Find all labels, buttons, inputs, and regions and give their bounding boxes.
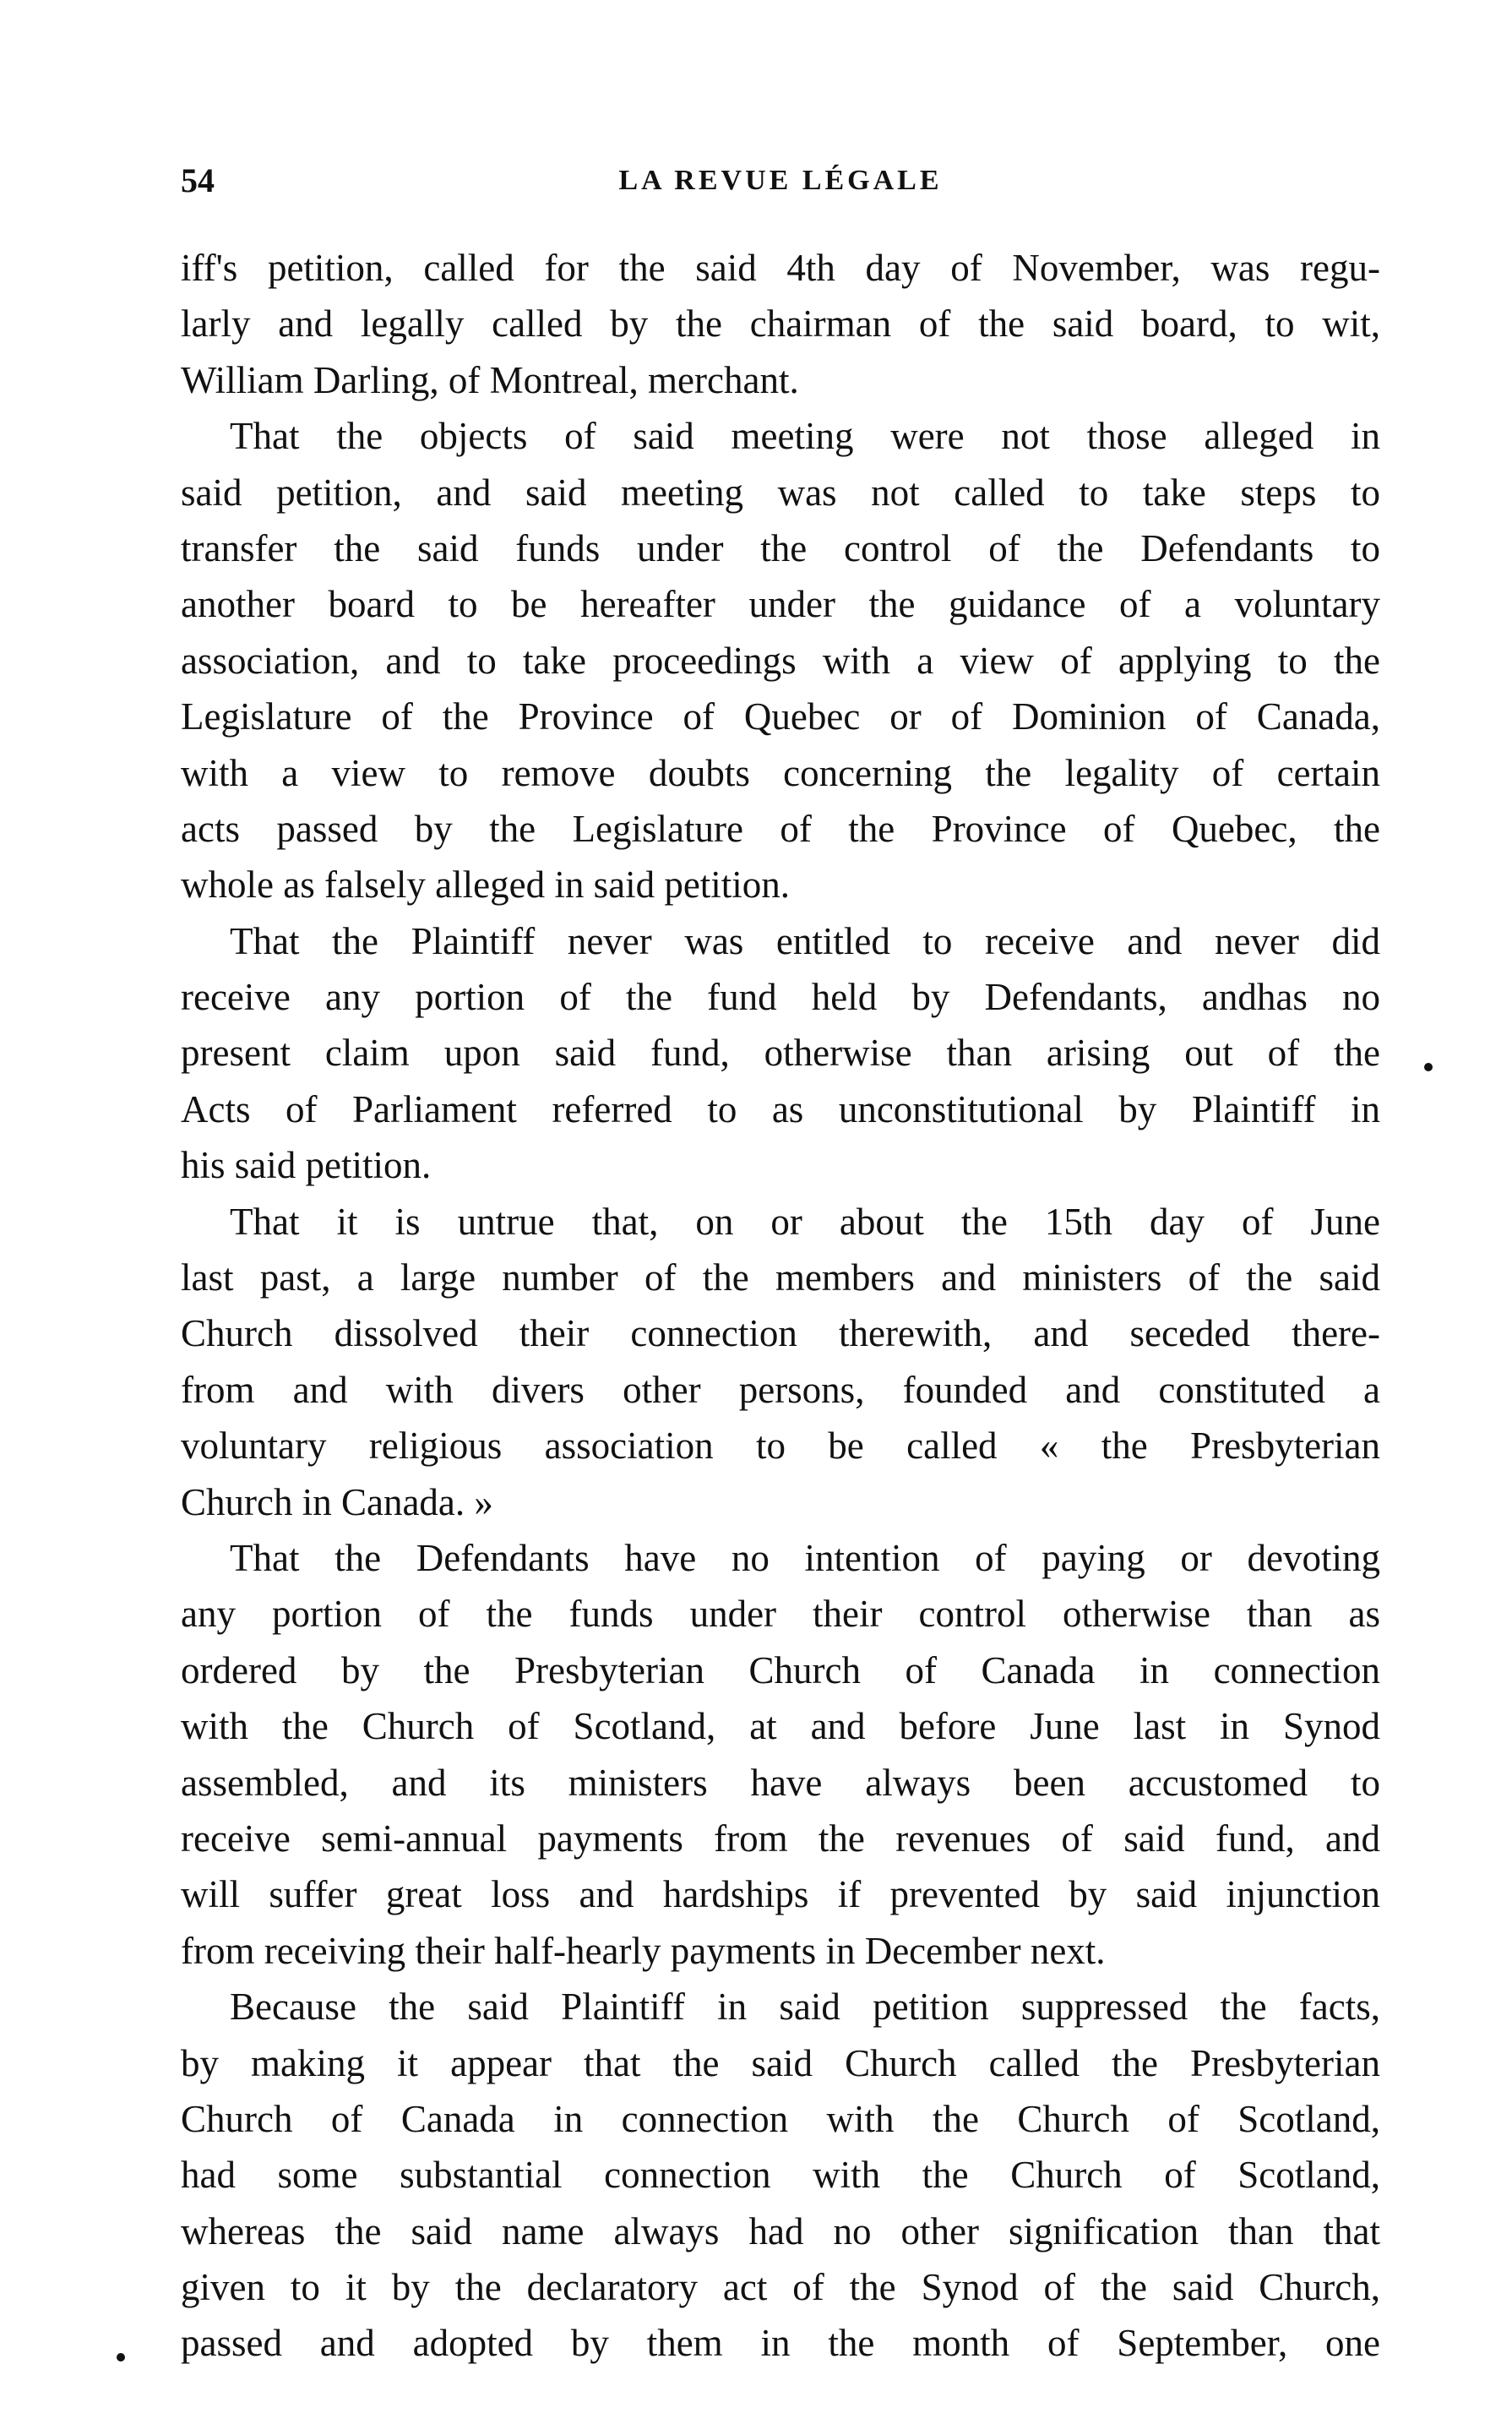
text-line: whereas the said name always had no other signification than that <box>181 2209 1380 2253</box>
text-line: from and with divers other persons, founded and constituted a <box>181 1368 1380 1411</box>
text-line: present claim upon said fund, otherwise than arising out of the <box>181 1032 1380 1075</box>
text-line: ordered by the Presbyterian Church of Canada in connection <box>181 1648 1380 1691</box>
text-line: Church of Canada in connection with the Church of Scotland, <box>181 2097 1380 2140</box>
text-line: William Darling, of Montreal, merchant. <box>181 358 799 401</box>
text-line: will suffer great loss and hardships if prevented by said injunction <box>181 1873 1380 1916</box>
text-line: Church dissolved their connection therewith, and seceded there- <box>181 1312 1380 1355</box>
text-line: voluntary religious association to be called « the Presbyterian <box>181 1425 1380 1468</box>
text-line: acts passed by the Legislature of the Province of Quebec, the <box>181 807 1380 850</box>
text-line: given to it by the declaratory act of the Synod of the said Church, <box>181 2266 1380 2309</box>
text-line: assembled, and its ministers have always been accustomed to <box>181 1761 1380 1804</box>
text-line: receive semi-annual payments from the revenues of said fund, and <box>181 1817 1380 1860</box>
text-line: Acts of Parliament referred to as unconstitutional by Plaintiff in <box>181 1087 1380 1130</box>
text-line: Church in Canada. » <box>181 1480 493 1523</box>
text-line: transfer the said funds under the control of the Defendants to <box>181 526 1380 569</box>
text-line: iff's petition, called for the said 4th day of November, was regu- <box>181 247 1380 289</box>
margin-dot-mark <box>117 2353 125 2361</box>
page-number: 54 <box>181 161 215 199</box>
text-line: from receiving their half-hearly payments in December next. <box>181 1929 1106 1972</box>
text-line: That the Defendants have no intention of paying or devoting <box>230 1536 1380 1579</box>
text-line: last past, a large number of the members and ministers of the said <box>181 1256 1380 1299</box>
text-line: Because the said Plaintiff in said petition suppressed the facts, <box>230 1986 1380 2029</box>
text-line: Legislature of the Province of Quebec or of Dominion of Canada, <box>181 695 1380 738</box>
text-line: by making it appear that the said Church called the Presbyterian <box>181 2041 1380 2084</box>
margin-dot-mark <box>1424 1063 1433 1071</box>
text-line: That the objects of said meeting were not those alleged in <box>230 415 1380 458</box>
text-line: receive any portion of the fund held by Defendants, andhas no <box>181 976 1380 1019</box>
text-line: larly and legally called by the chairman of the said board, to wit, <box>181 302 1380 346</box>
text-line: another board to be hereafter under the guidance of a voluntary <box>181 583 1380 626</box>
text-line: That the Plaintiff never was entitled to receive and never did <box>230 919 1380 962</box>
text-line: said petition, and said meeting was not called to take steps to <box>181 471 1380 514</box>
text-line: with a view to remove doubts concerning the legality of certain <box>181 751 1380 794</box>
text-line: association, and to take proceedings with a view of applying to the <box>181 639 1380 682</box>
text-line: any portion of the funds under their control otherwise than as <box>181 1593 1380 1636</box>
text-line: passed and adopted by them in the month of September, one <box>181 2322 1380 2365</box>
journal-title: LA REVUE LÉGALE <box>618 165 943 196</box>
text-line: had some substantial connection with the Church of Scotland, <box>181 2154 1380 2197</box>
running-head <box>181 155 1380 206</box>
body-text <box>181 240 1380 2372</box>
text-line: That it is untrue that, on or about the 15th day of June <box>230 1200 1380 1243</box>
text-line: his said petition. <box>181 1144 432 1187</box>
text-line: with the Church of Scotland, at and before June last in Synod <box>181 1705 1380 1748</box>
text-line: whole as falsely alleged in said petition. <box>181 863 791 907</box>
